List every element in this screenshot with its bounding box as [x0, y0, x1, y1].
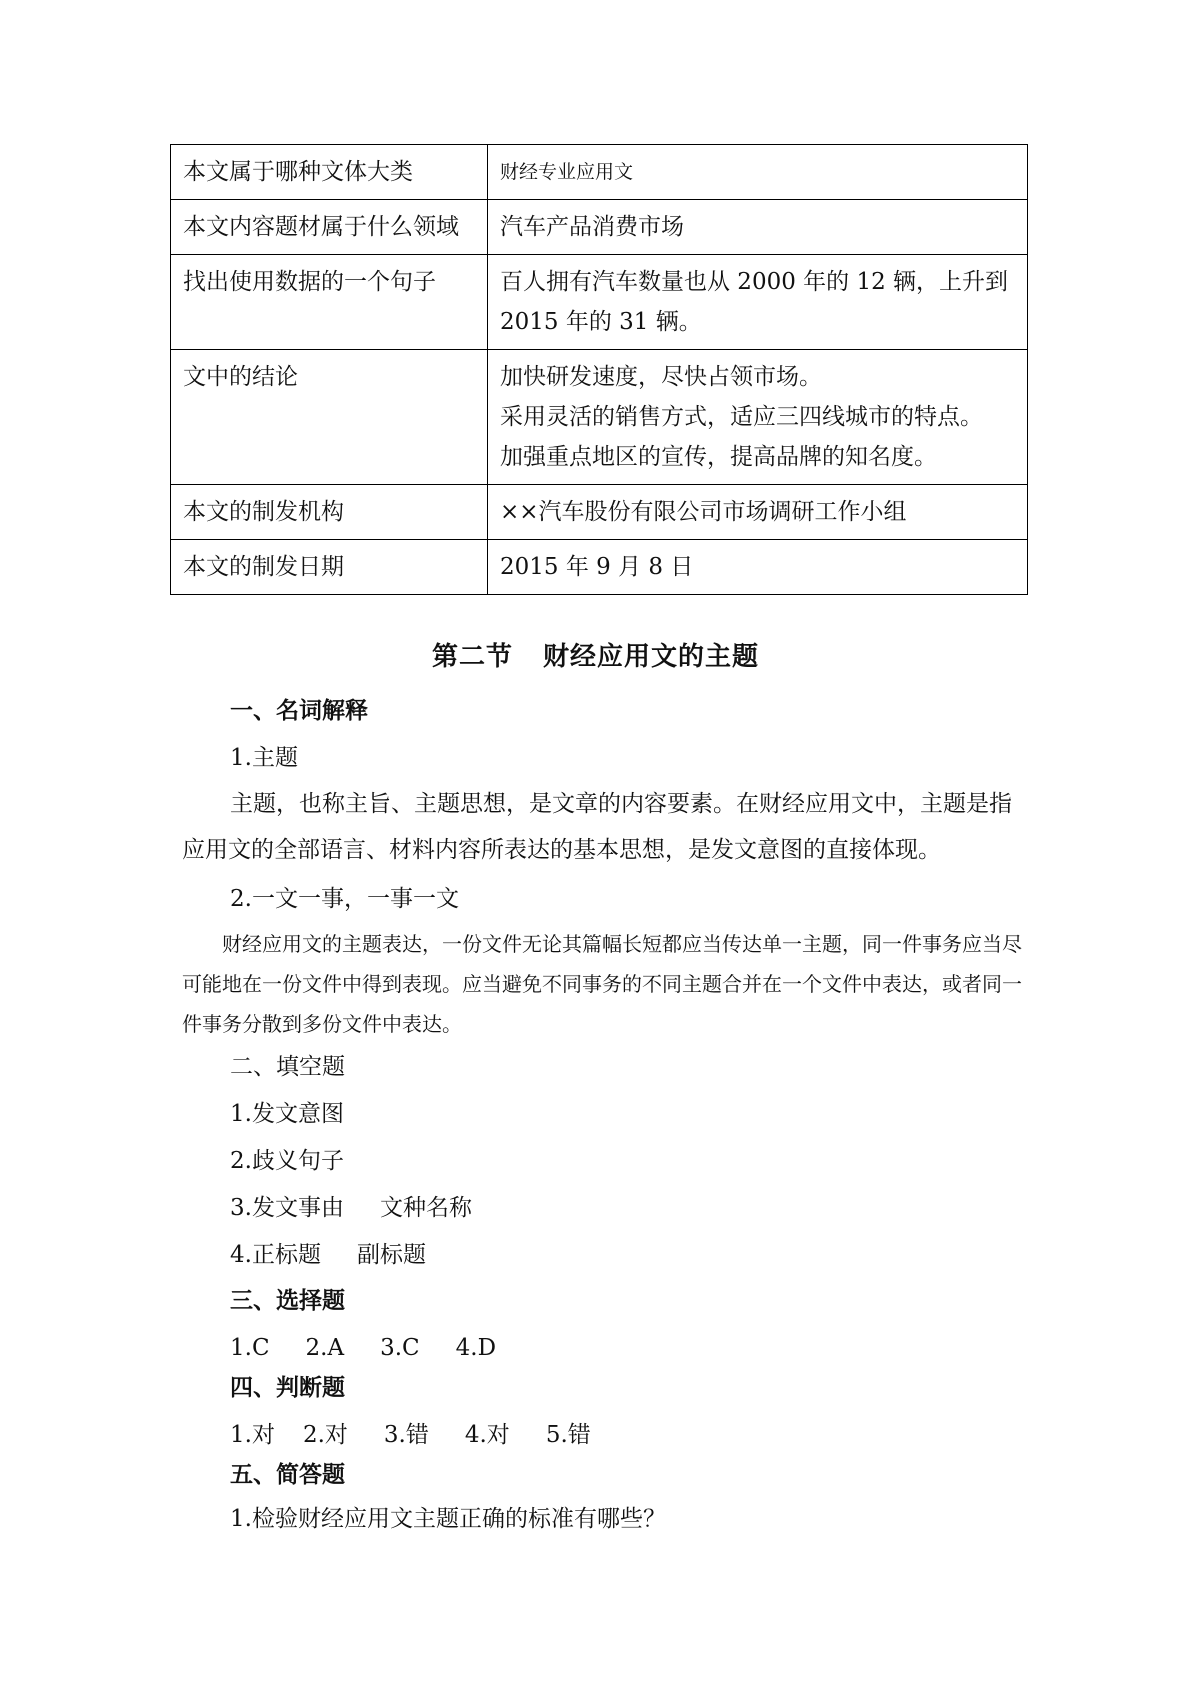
table-cell-answer — [488, 145, 1028, 200]
table-cell-question: 本文内容题材属于什么领域 — [171, 200, 488, 255]
part1-item1-title: 1.主题 — [230, 745, 298, 771]
answer-line: 2015 年 9 月 8 日 — [500, 554, 694, 580]
table-cell-answer — [488, 540, 1028, 595]
table-cell-answer — [488, 485, 1028, 540]
judge-answer: 3.错 — [383, 1422, 429, 1448]
choice-answer: 3.C — [380, 1335, 420, 1361]
table-row — [171, 350, 1028, 485]
table-cell-answer — [488, 200, 1028, 255]
answer-line: 财经专业应用文 — [500, 161, 634, 183]
fill-answer: 3.发文事由 — [230, 1195, 344, 1221]
judge-answer: 5.错 — [545, 1422, 591, 1448]
summary-table — [170, 144, 1028, 595]
table-cell-question: 本文属于哪种文体大类 — [171, 145, 488, 200]
answer-line: ××汽车股份有限公司市场调研工作小组 — [500, 499, 907, 525]
part1-heading: 一、名词解释 — [230, 698, 368, 724]
part1-item2-text — [182, 924, 1032, 1044]
table-row — [171, 255, 1028, 350]
table-cell-question: 本文的制发日期 — [171, 540, 488, 595]
answer-line: 加强重点地区的宣传，提高品牌的知名度。 — [500, 444, 937, 470]
table-cell-answer — [488, 255, 1028, 350]
judge-answer: 4.对 — [464, 1422, 510, 1448]
fill-answer: 1.发文意图 — [230, 1101, 344, 1127]
judge-answer: 2.对 — [302, 1422, 348, 1448]
table-cell-answer — [488, 350, 1028, 485]
part4-heading: 四、判断题 — [230, 1375, 345, 1401]
table-cell-question: 文中的结论 — [171, 350, 488, 485]
fill-answer: 2.歧义句子 — [230, 1148, 344, 1174]
table-cell-question: 本文的制发机构 — [171, 485, 488, 540]
fill-answer: 4.正标题 — [230, 1242, 321, 1268]
table-row — [171, 145, 1028, 200]
section-title: 财经应用文的主题 — [543, 642, 760, 672]
paragraph-text: 财经应用文的主题表达，一份文件无论其篇幅长短都应当传达单一主题，同一件事务应当尽可能地在一份文件中得到表现。应当避免不同事务的不同主题合并在一个文件中表达，或者同一件事务分散到多份文件中表达。 — [182, 932, 1022, 1036]
fill-answer: 文种名称 — [379, 1195, 472, 1221]
answer-line: 采用灵活的销售方式，适应三四线城市的特点。 — [500, 404, 983, 430]
answer-line: 汽车产品消费市场 — [500, 214, 684, 240]
fill-answer: 副标题 — [356, 1242, 426, 1268]
part2-heading: 二、填空题 — [230, 1054, 345, 1080]
short-answer-question: 1.检验财经应用文主题正确的标准有哪些？ — [230, 1506, 666, 1532]
judge-answer: 1.对 — [230, 1422, 275, 1448]
answer-line: 加快研发速度，尽快占领市场。 — [500, 364, 822, 390]
choice-answer: 2.A — [305, 1335, 345, 1361]
choice-answer: 4.D — [455, 1335, 497, 1361]
choice-answer: 1.C — [230, 1335, 270, 1361]
paragraph-text: 主题，也称主旨、主题思想，是文章的内容要素。在财经应用文中，主题是指应用文的全部语言、材料内容所表达的基本思想，是发文意图的直接体现。 — [182, 791, 1012, 863]
choice-answers — [230, 1331, 496, 1365]
fill-answer-row — [230, 1238, 426, 1272]
table-cell-question: 找出使用数据的一个句子 — [171, 255, 488, 350]
part1-item1-text — [182, 781, 1032, 873]
answer-line: 2015 年的 31 辆。 — [500, 309, 702, 335]
fill-answer-row — [230, 1191, 472, 1225]
section-heading — [0, 636, 1191, 673]
part3-heading: 三、选择题 — [230, 1288, 345, 1314]
answer-line: 百人拥有汽车数量也从 2000 年的 12 辆，上升到 — [500, 269, 1009, 295]
judge-answers — [230, 1418, 591, 1452]
part5-heading: 五、简答题 — [230, 1462, 345, 1488]
section-number: 第二节 — [431, 642, 513, 672]
table-row — [171, 540, 1028, 595]
table-row — [171, 485, 1028, 540]
part1-item2-title: 2.一文一事，一事一文 — [230, 886, 459, 912]
table-row — [171, 200, 1028, 255]
